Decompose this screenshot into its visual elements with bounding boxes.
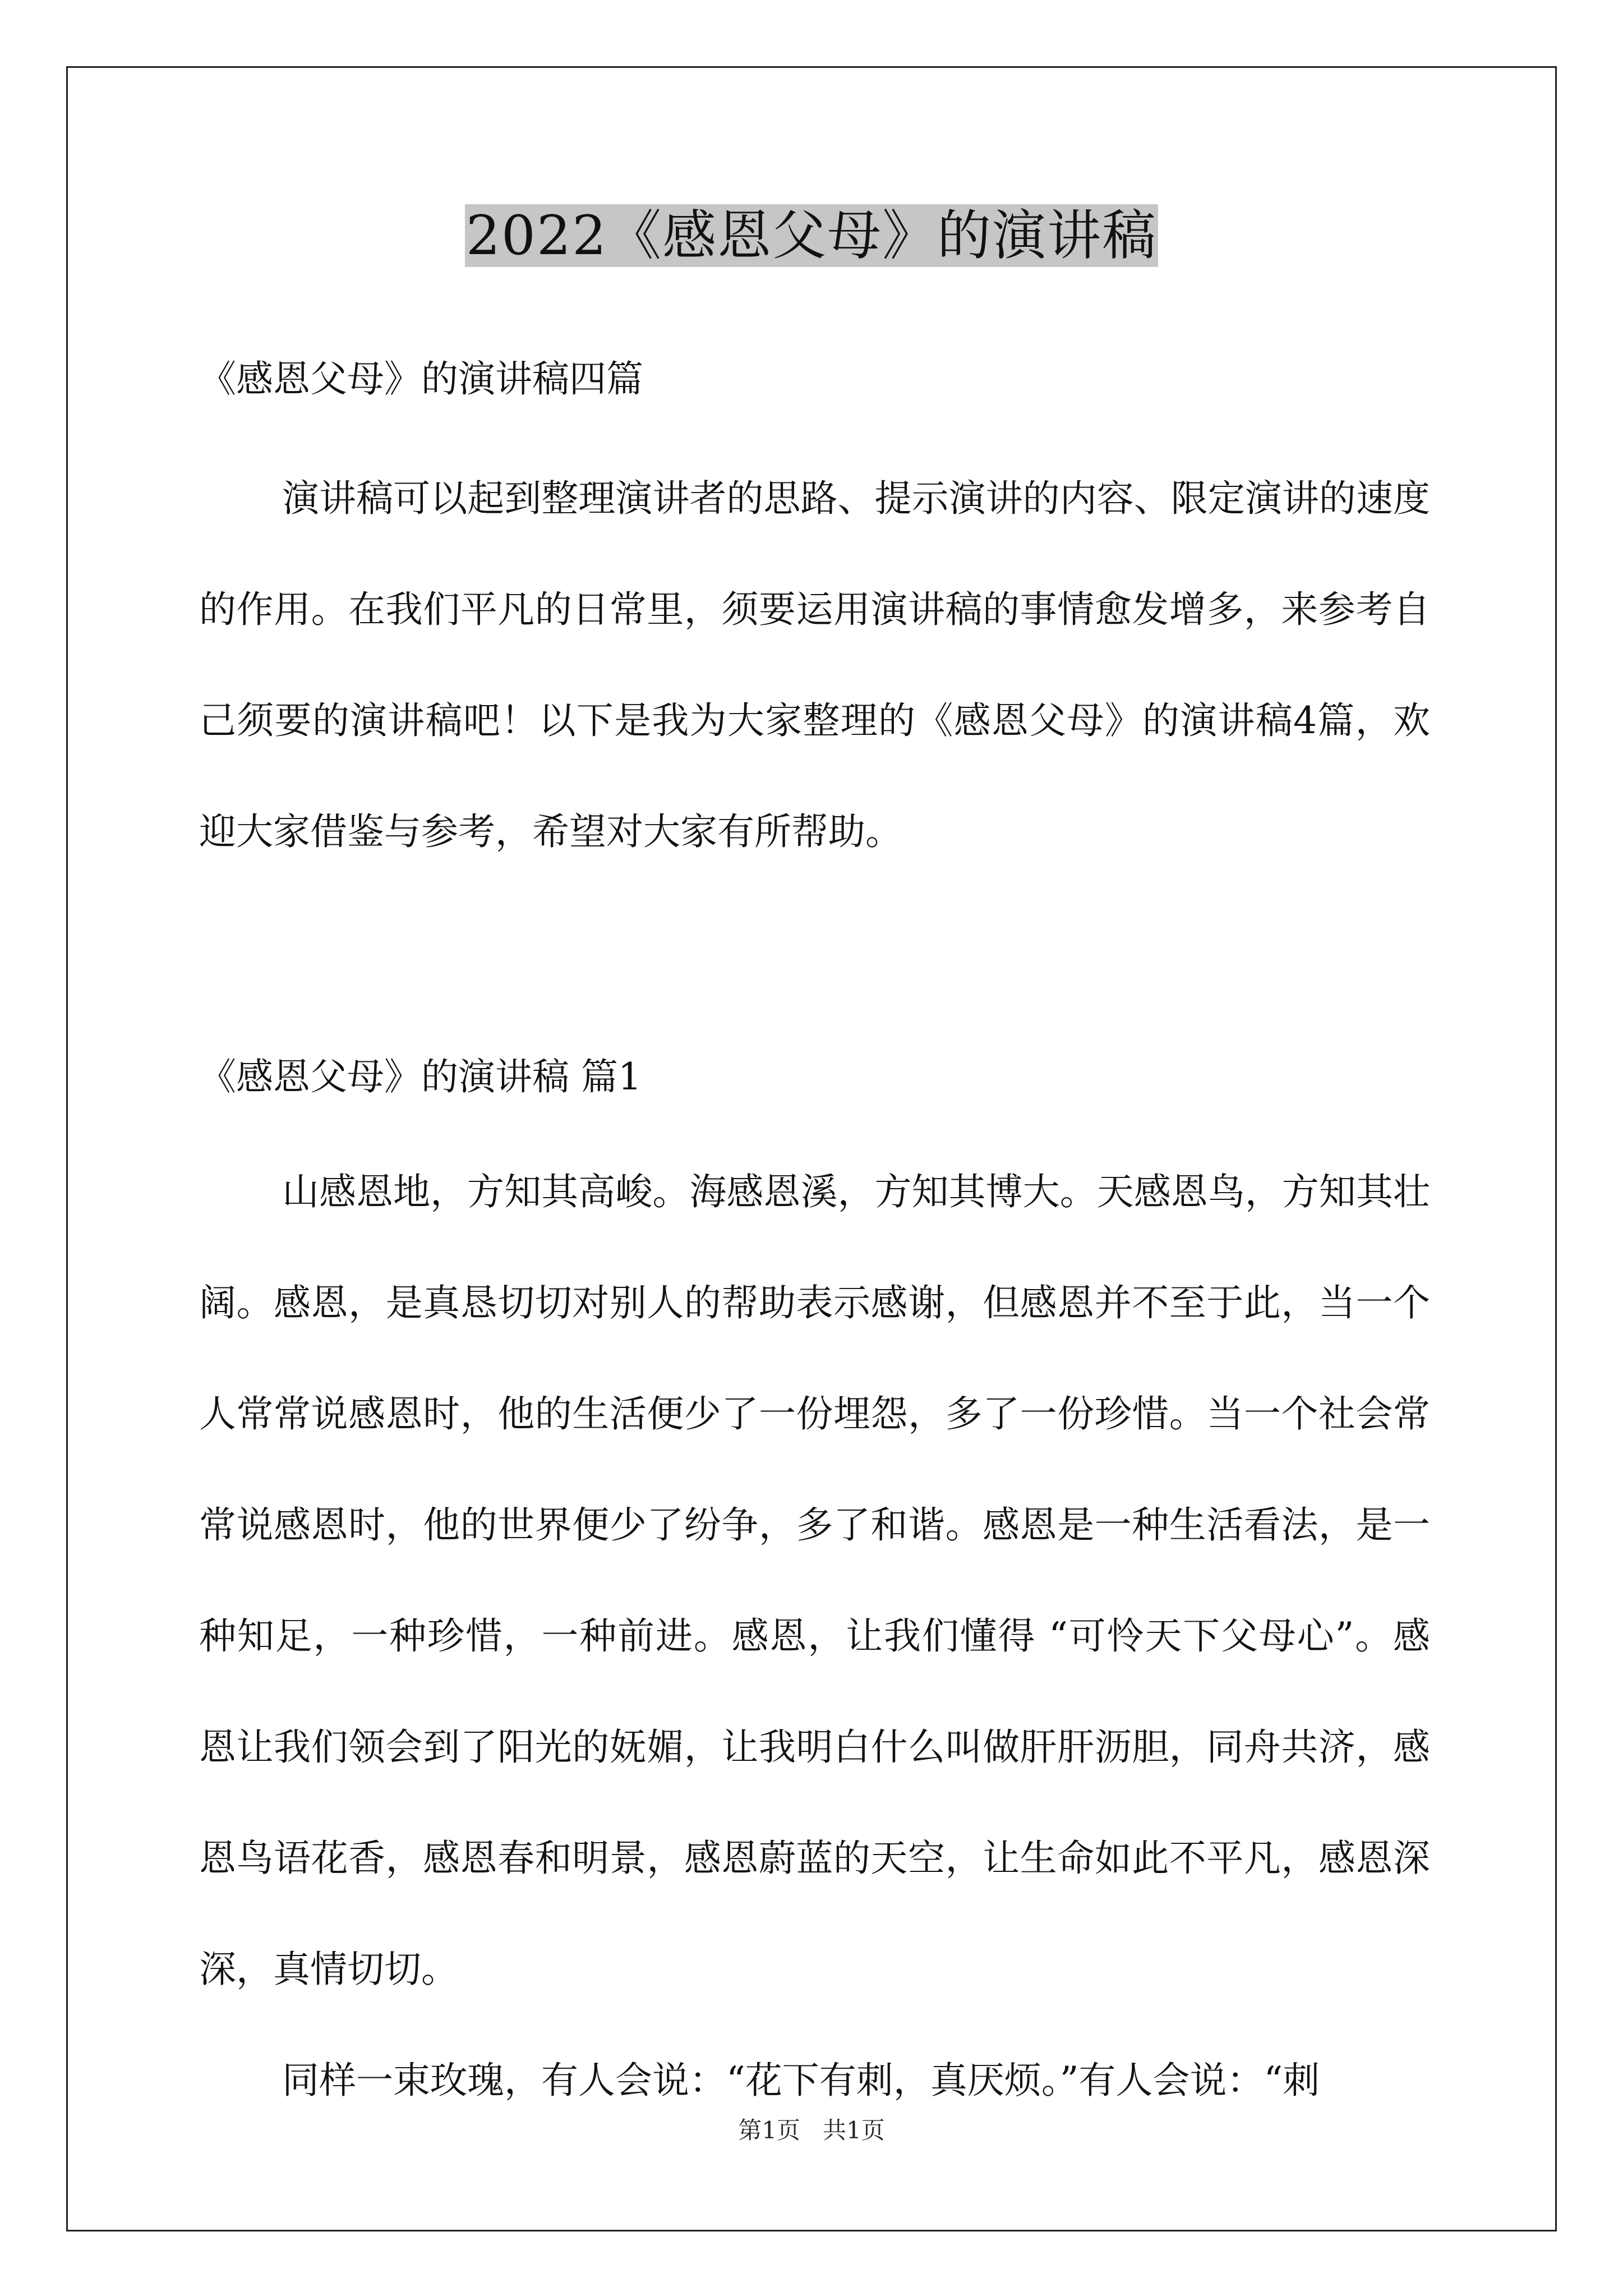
- spacer: [199, 422, 1430, 443]
- body-paragraph-1: 山感恩地，方知其高峻。海感恩溪，方知其博大。天感恩鸟，方知其壮阔。感恩，是真恳切切对别人的帮助表示感谢，但感恩并不至于此，当一个人常常说感恩时，他的生活便少了一份埋怨，多了一份珍惜。当一个社会常常说感恩时，他的世界便少了纷争，多了和谐。感恩是一种生活看法，是一种知足，一种珍惜，一种前进。感恩，让我们懂得 “可怜天下父母心”。感恩让我们领会到了阳光的妩媚，让我明白什么叫做肝肝沥胆，同舟共济，感恩鸟语花香，感恩春和明景，感恩蔚蓝的天空，让生命如此不平凡，感恩深深，真情切切。: [199, 1170, 1430, 1991]
- document-title: [0, 199, 1623, 272]
- spacer: [199, 1120, 1430, 1137]
- page-number: 第1页: [738, 2116, 800, 2144]
- spacer: [199, 887, 1430, 1034]
- document-title-text: 2022《感恩父母》的演讲稿: [465, 204, 1158, 267]
- body-paragraph-2: 同样一束玫瑰，有人会说：“花下有刺，真厌烦。”有人会说：“刺: [282, 2059, 1320, 2102]
- intro-paragraph: 演讲稿可以起到整理演讲者的思路、提示演讲的内容、限定演讲的速度的作用。在我们平凡的日常里，须要运用演讲稿的事情愈发增多，来参考自己须要的演讲稿吧！以下是我为大家整理的《感恩父母》的演讲稿4篇，欢迎大家借鉴与参考，希望对大家有所帮助。: [199, 477, 1430, 853]
- document-subheading: 《感恩父母》的演讲稿四篇: [199, 357, 643, 401]
- section-heading: 《感恩父母》的演讲稿 篇1: [199, 1055, 642, 1098]
- document-body: [199, 337, 1430, 2136]
- page-total: 共1页: [823, 2116, 885, 2144]
- page-footer: [0, 2114, 1623, 2147]
